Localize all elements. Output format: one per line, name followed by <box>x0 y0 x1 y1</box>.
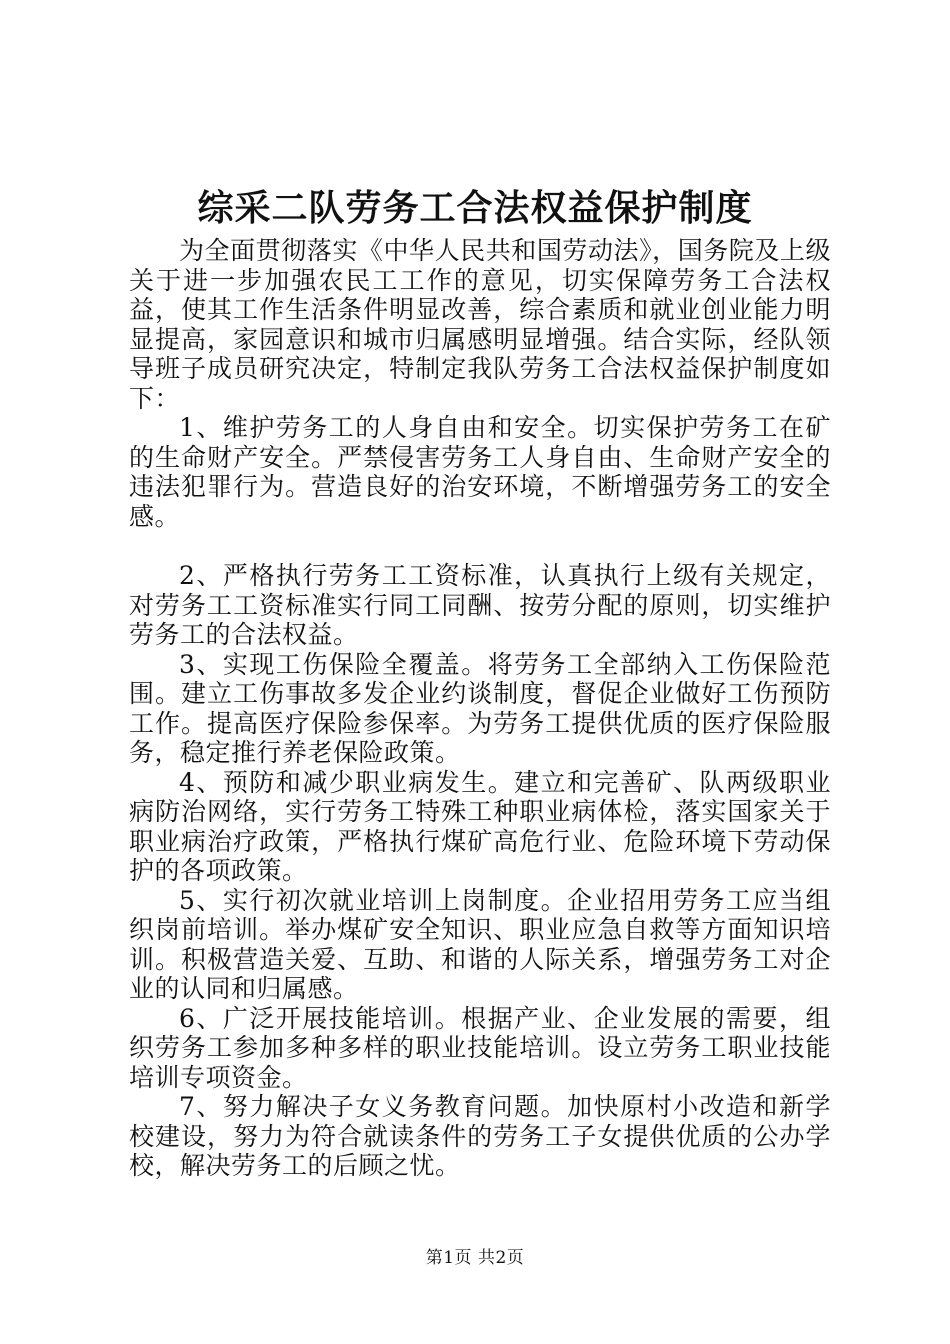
clause-6-paragraph: 6、广泛开展技能培训。根据产业、企业发展的需要，组织劳务工参加多种多样的职业技能培训。设立劳务工职业技能培训专项资金。 <box>129 1003 831 1092</box>
intro-paragraph: 为全面贯彻落实《中华人民共和国劳动法》，国务院及上级关于进一步加强农民工工作的意见，切实保障劳务工合法权益，使其工作生活条件明显改善，综合素质和就业创业能力明显提高，家园意识和城市归属感明显增强。结合实际，经队领导班子成员研究决定，特制定我队劳务工合法权益保护制度如下： <box>129 236 831 413</box>
clause-3-paragraph: 3、实现工伤保险全覆盖。将劳务工全部纳入工伤保险范围。建立工伤事故多发企业约谈制度，督促企业做好工伤预防工作。提高医疗保险参保率。为劳务工提供优质的医疗保险服务，稳定推行养老保险政策。 <box>129 649 831 767</box>
document-body <box>129 236 831 1181</box>
document-title: 综采二队劳务工合法权益保护制度 <box>197 187 753 229</box>
clause-7-paragraph: 7、努力解决子女义务教育问题。加快原村小改造和新学校建设，努力为符合就读条件的劳务工子女提供优质的公办学校，解决劳务工的后顾之忧。 <box>129 1092 831 1180</box>
page-number-footer: 第1页 共2页 <box>425 1248 525 1268</box>
clause-5-paragraph: 5、实行初次就业培训上岗制度。企业招用劳务工应当组织岗前培训。举办煤矿安全知识、职业应急自救等方面知识培训。积极营造关爱、互助、和谐的人际关系，增强劳务工对企业的认同和归属感。 <box>129 885 831 1003</box>
clause-1-paragraph: 1、维护劳务工的人身自由和安全。切实保护劳务工在矿的生命财产安全。严禁侵害劳务工人身自由、生命财产安全的违法犯罪行为。营造良好的治安环境，不断增强劳务工的安全感。 <box>129 413 831 531</box>
clause-4-paragraph: 4、预防和减少职业病发生。建立和完善矿、队两级职业病防治网络，实行劳务工特殊工种职业病体检，落实国家关于职业病治疗政策，严格执行煤矿高危行业、危险环境下劳动保护的各项政策。 <box>129 767 831 885</box>
clause-2-paragraph: 2、严格执行劳务工工资标准，认真执行上级有关规定，对劳务工工资标准实行同工同酬、按劳分配的原则，切实维护劳务工的合法权益。 <box>129 561 831 649</box>
